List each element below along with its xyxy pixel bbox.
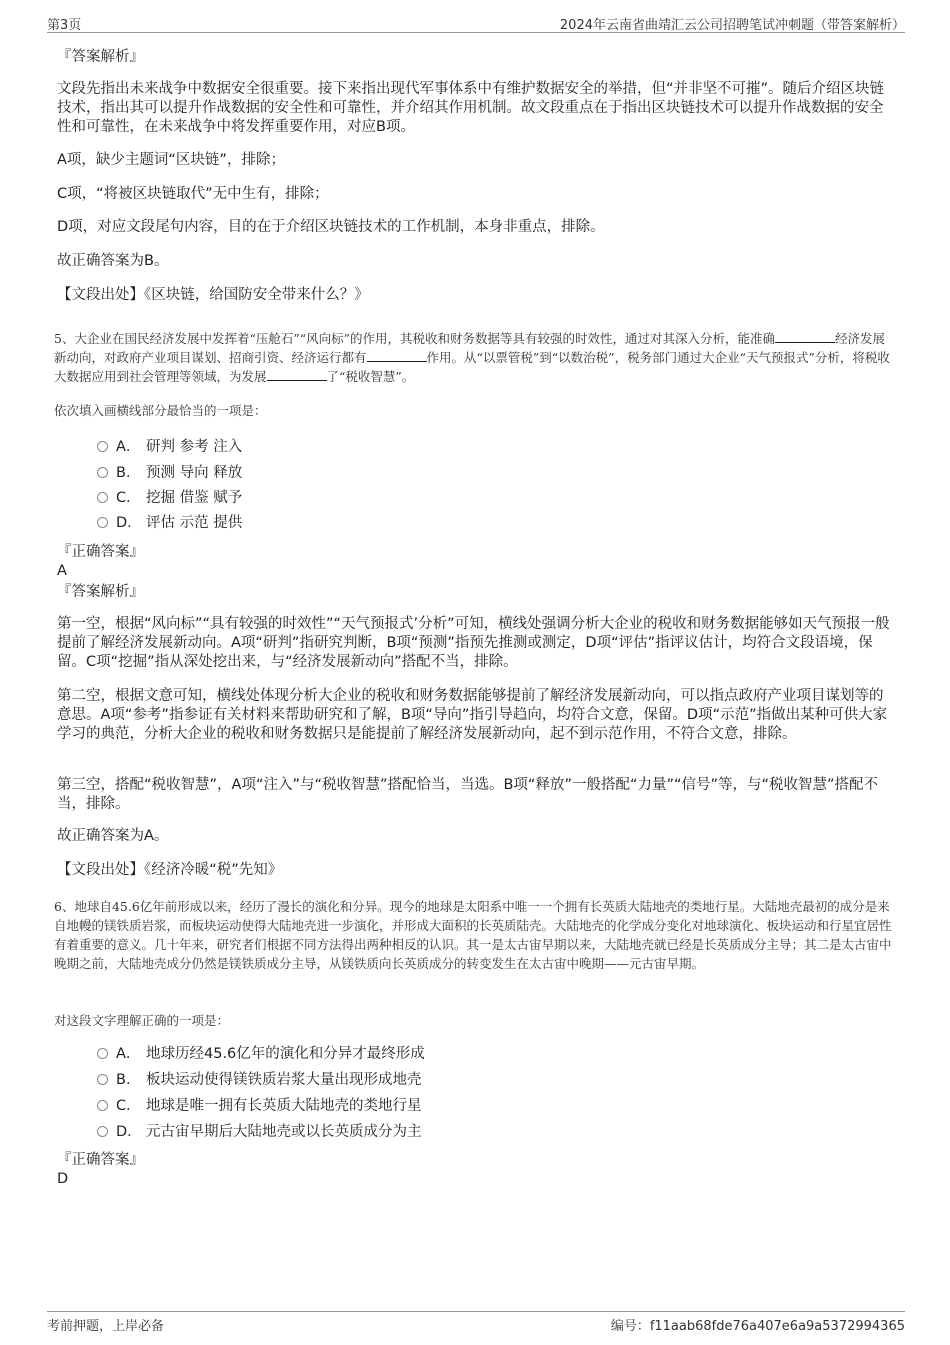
q5-option-c[interactable]: C． 挖掘 借鉴 赋予 <box>97 488 242 508</box>
q5-source: 【文段出处】《经济冷暖“税”先知》 <box>57 862 283 878</box>
q5-analysis-blank3: 第三空，搭配“税收智慧”，A项“注入”与“税收智慧”搭配恰当，当选。B项“释放”一般搭配“力量”“信号”等，与“税收智慧”搭配不当，排除。 <box>57 777 879 812</box>
document-code: 编号：f11aab68fde76a407e6a9a5372994365 <box>610 1319 905 1334</box>
q5-analysis-label: 『答案解析』 <box>57 584 144 600</box>
q6-option-a[interactable]: A． 地球历经45.6亿年的演化和分异才最终形成 <box>97 1044 425 1064</box>
q5-analysis-blank1: 第一空，根据“风向标”“具有较强的时效性”“天气预报式’分析”可知，横线处强调分析大企业的税收和财务数据能够如天气预报一般提前了解经济发展新动向。A项“研判”指研究判断，B项“预测”指预先推测或测定，D项“评估”指评议估计，均符合文段语境，保留。C项“挖掘”指从深处挖出来，与“经济发展新动向”搭配不当，排除。 <box>57 616 890 670</box>
q6-option-c[interactable]: C． 地球是唯一拥有长英质大陆地壳的类地行星 <box>97 1096 422 1116</box>
q5-analysis-blank2: 第二空，根据文意可知，横线处体现分析大企业的税收和财务数据能够提前了解经济发展新动向，可以指点政府产业项目谋划等的意思。A项“参考”指参证有关材料来帮助研究和了解，B项“导向”指引导趋向，均符合文意，保留。D项“示范”指做出某种可供大家学习的典范，分析大企业的税收和财务数据只是能提前了解经济发展新动向，起不到示范作用，不符合文意，排除。 <box>57 688 888 742</box>
document-title: 2024年云南省曲靖汇云公司招聘笔试冲刺题（带答案解析） <box>559 18 905 33</box>
radio-icon[interactable] <box>97 517 108 528</box>
answer-blank <box>267 368 327 381</box>
q5-answer: A <box>57 563 67 579</box>
q6-answer: D <box>57 1171 69 1187</box>
q4-analysis-paragraph: 文段先指出未来战争中数据安全很重要。接下来指出现代军事体系中有维护数据安全的举措，但“并非坚不可摧”。随后介绍区块链技术，指出其可以提升作战数据的安全性和可靠性，并介绍其作用机制。故文段重点在于指出区块链技术可以提升作战数据的安全性和可靠性，在未来战争中将发挥重要作用，对应B项。 <box>57 81 885 135</box>
q5-conclusion: 故正确答案为A。 <box>57 828 169 844</box>
radio-icon[interactable] <box>97 492 108 503</box>
q5-option-d[interactable]: D． 评估 示范 提供 <box>97 513 242 533</box>
q4-option-a-note: A项，缺少主题词“区块链”，排除； <box>57 152 285 168</box>
q6-answer-label: 『正确答案』 <box>57 1152 144 1168</box>
q6-option-b[interactable]: B． 板块运动使得镁铁质岩浆大量出现形成地壳 <box>97 1070 422 1090</box>
q6-stem: 6、地球自45.6亿年前形成以来，经历了漫长的演化和分异。现今的地球是太阳系中唯一一个拥有长英质大陆地壳的类地行星。大陆地壳最初的成分是来自地幔的镁铁质岩浆，而板块运动使得大陆地壳进一步演化，并形成大面积的长英质陆壳。大陆地壳的化学成分变化对地球演化、板块运动和行星宜居性有着重要的意义。几十年来，研究者们根据不同方法得出两种相反的认识。其一是太古宙早期以来，大陆地壳就已经是长英质成分主导；其二是太古宙中晚期之前，大陆地壳成分仍然是镁铁质成分主导，从镁铁质向长英质成分的转变发生在太古宙中晚期——元古宙早期。 <box>54 899 892 971</box>
answer-blank <box>775 330 835 343</box>
q5-prompt: 依次填入画横线部分最恰当的一项是： <box>54 403 267 418</box>
radio-icon[interactable] <box>97 441 108 452</box>
radio-icon[interactable] <box>97 1100 108 1111</box>
page-header <box>47 12 905 33</box>
radio-icon[interactable] <box>97 1074 108 1085</box>
q4-source: 【文段出处】《区块链，给国防安全带来什么？》 <box>57 287 369 303</box>
q5-option-a[interactable]: A． 研判 参考 注入 <box>97 437 242 457</box>
q4-analysis-label: 『答案解析』 <box>57 49 144 65</box>
q6-prompt: 对这段文字理解正确的一项是： <box>54 1013 230 1028</box>
q4-conclusion: 故正确答案为B。 <box>57 253 169 269</box>
q6-option-d[interactable]: D． 元古宙早期后大陆地壳或以长英质成分为主 <box>97 1122 422 1142</box>
radio-icon[interactable] <box>97 1126 108 1137</box>
radio-icon[interactable] <box>97 467 108 478</box>
q4-option-d-note: D项，对应文段尾句内容，目的在于介绍区块链技术的工作机制，本身非重点，排除。 <box>57 219 605 235</box>
radio-icon[interactable] <box>97 1048 108 1059</box>
page-footer <box>47 1311 905 1334</box>
q4-option-c-note: C项，“将被区块链取代”无中生有，排除； <box>57 186 329 202</box>
q5-stem: 5、大企业在国民经济发展中发挥着“压舱石”“风向标”的作用，其税收和财务数据等具有较强的时效性，通过对其深入分析，能准确 经济发展新动向，对政府产业项目谋划、招商引资、经济运行都有 作用。从“以票管税”到“以数治税”，税务部门通过大企业“天气预报式”分析，将税收大数据应用到社会管理等领域，为发展 了“税收智慧”。 <box>54 331 890 384</box>
q5-option-b[interactable]: B． 预测 导向 释放 <box>97 463 242 483</box>
page-number: 第3页 <box>47 18 82 33</box>
footer-slogan: 考前押题，上岸必备 <box>47 1319 165 1334</box>
q5-answer-label: 『正确答案』 <box>57 544 144 560</box>
answer-blank <box>367 349 427 362</box>
